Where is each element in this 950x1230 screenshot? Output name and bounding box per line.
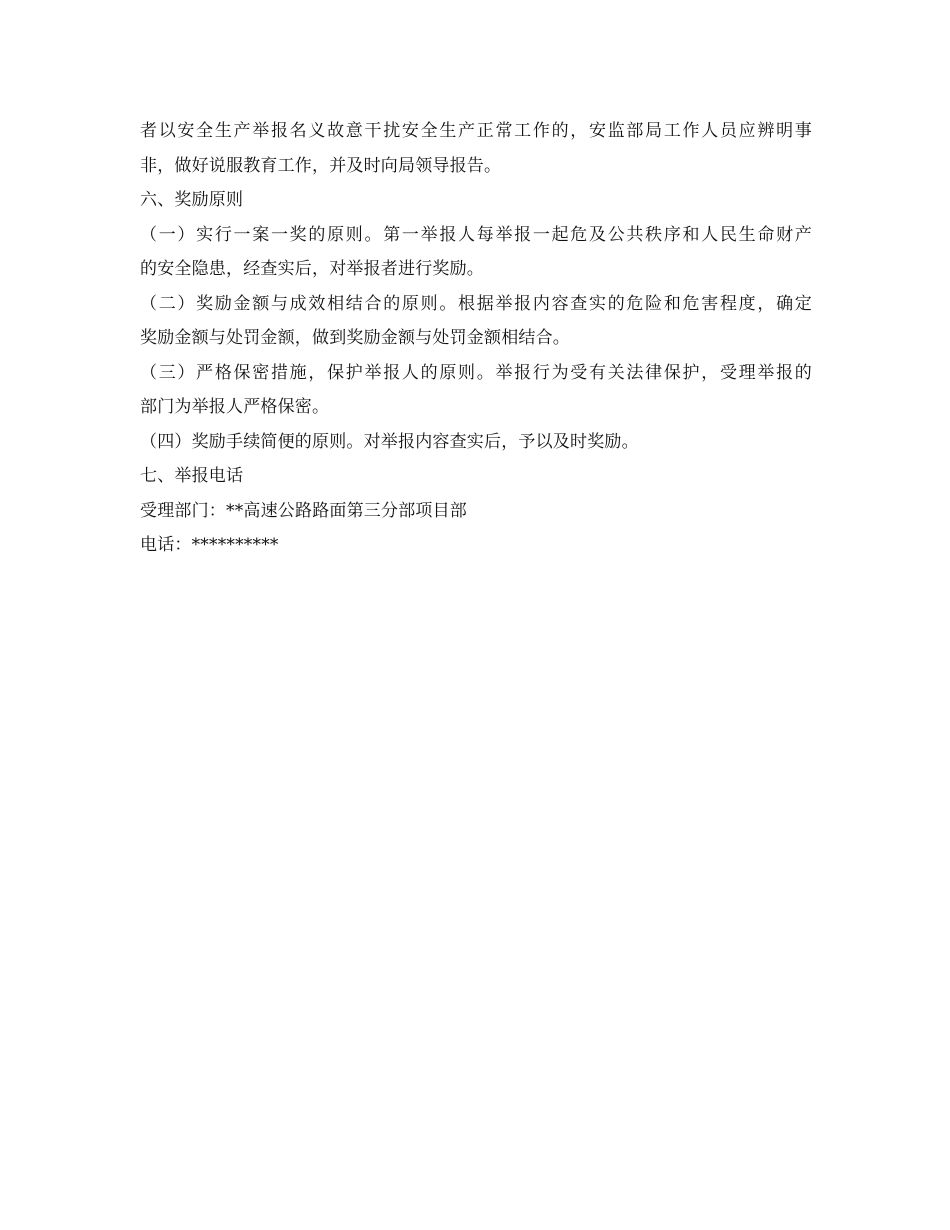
paragraph-line: （三）严格保密措施，保护举报人的原则。举报行为受有关法律保护，受理举报的 xyxy=(140,362,812,383)
document-body xyxy=(140,114,812,563)
receiving-department: 受理部门：**高速公路路面第三分部项目部 xyxy=(140,500,467,521)
paragraph-line: 部门为举报人严格保密。 xyxy=(140,397,330,417)
section-heading-reward-principles: 六、奖励原则 xyxy=(140,190,244,210)
paragraph-line: （四）奖励手续简便的原则。对举报内容查实后，予以及时奖励。 xyxy=(140,431,639,452)
paragraph-line: （二）奖励金额与成效相结合的原则。根据举报内容查实的危险和危害程度，确定 xyxy=(140,293,812,314)
paragraph-line: 者以安全生产举报名义故意干扰安全生产正常工作的，安监部局工作人员应辨明事 xyxy=(140,121,812,141)
paragraph-line: 奖励金额与处罚金额，做到奖励金额与处罚金额相结合。 xyxy=(140,328,570,348)
paragraph-line: 的安全隐患，经查实后，对举报者进行奖励。 xyxy=(140,259,484,279)
section-heading-report-phone: 七、举报电话 xyxy=(140,466,244,486)
paragraph-line: （一）实行一案一奖的原则。第一举报人每举报一起危及公共秩序和人民生命财产 xyxy=(140,224,812,245)
paragraph-line: 非，做好说服教育工作，并及时向局领导报告。 xyxy=(140,155,502,176)
phone-number: 电话：********** xyxy=(140,535,279,555)
